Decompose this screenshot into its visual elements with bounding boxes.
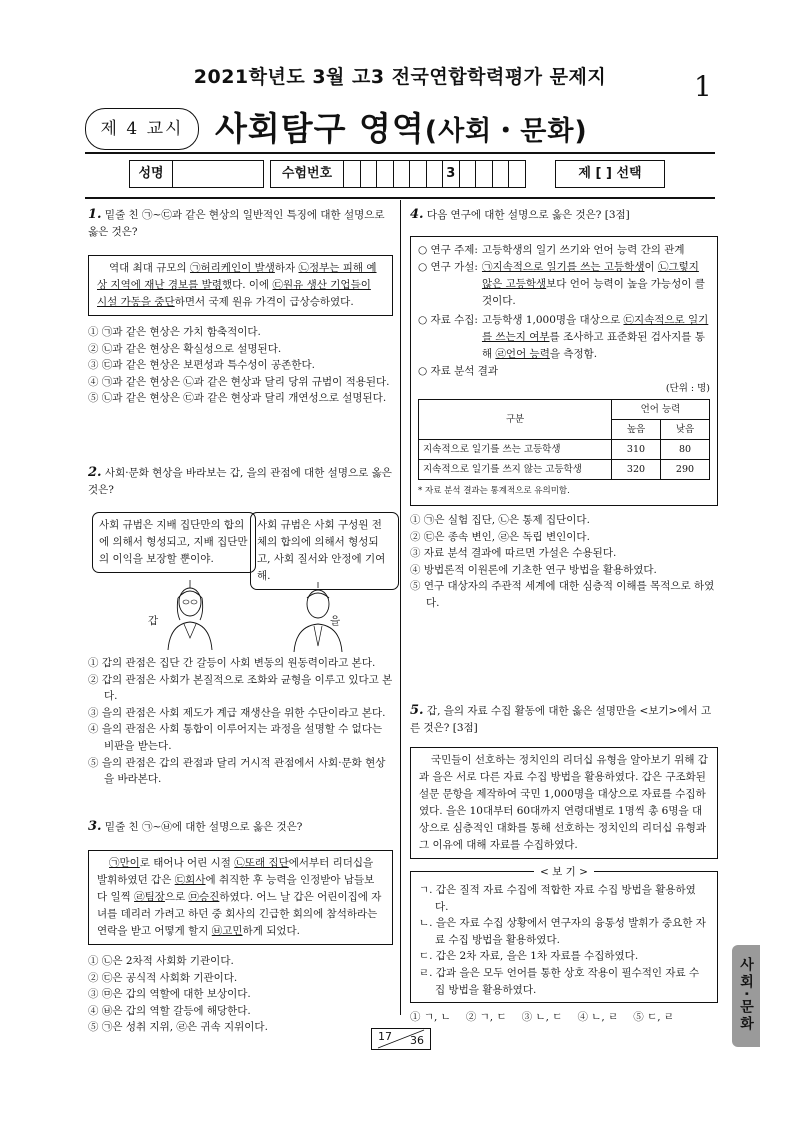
q2-stem-text: 사회·문화 현상을 바라보는 갑, 을의 관점에 대한 설명으로 옳은 것은? bbox=[88, 467, 392, 496]
q1-underline-3: ㉢원유 생산 기업들이 시설 가동을 중단 bbox=[97, 279, 371, 308]
q4-option-3[interactable]: ③ 자료 분석 결과에 따르면 가설은 수용된다. bbox=[410, 547, 617, 560]
bogi-item: ㄷ. 갑은 2차 자료, 을은 1차 자료를 수집하였다. bbox=[419, 950, 639, 963]
subject-side-tab bbox=[732, 945, 760, 1047]
q1-underline-2: ㉡정부는 피해 예상 지역에 재난 경보를 발령 bbox=[97, 262, 377, 291]
q1-options bbox=[88, 324, 393, 407]
q1-option-3[interactable]: ③ ㉢과 같은 현상은 보편성과 특수성이 공존한다. bbox=[88, 359, 315, 372]
name-field[interactable] bbox=[129, 160, 264, 188]
q3-stem bbox=[88, 818, 393, 836]
q3-options bbox=[88, 953, 393, 1036]
q2-option-5[interactable]: ⑤ 을의 관점은 갑의 관점과 달리 거시적 관점에서 사회·문화 현상을 바라본다. bbox=[88, 756, 386, 786]
q3-option-4[interactable]: ④ ㉥은 갑의 역할 갈등에 해당한다. bbox=[88, 1004, 251, 1017]
q2-options bbox=[88, 655, 393, 788]
q3-underline-1: ㉠만이 bbox=[109, 857, 140, 869]
q1-stem-text: 밑줄 친 ㉠~㉢과 같은 현상의 일반적인 특징에 대한 설명으로 옳은 것은? bbox=[88, 209, 385, 238]
q4-research-box bbox=[410, 236, 718, 506]
q3-underline-4: ㉣팀장 bbox=[134, 891, 165, 903]
q5-option-1[interactable]: ① ㄱ, ㄴ bbox=[410, 1011, 451, 1024]
subject-title bbox=[215, 103, 588, 150]
q4-options bbox=[410, 512, 718, 612]
q3-stem-text: 밑줄 친 ㉠~㉥에 대한 설명으로 옳은 것은? bbox=[104, 821, 303, 833]
q4-topic-label: ○ 연구 주제: bbox=[418, 244, 478, 256]
page-indicator bbox=[371, 1028, 431, 1050]
table-cell: 310 bbox=[612, 440, 661, 460]
bogi-title-wrap bbox=[411, 864, 717, 881]
q3-text: 에서부터 리더십을 발휘하였던 갑은 bbox=[97, 857, 374, 886]
q4-hypothesis bbox=[482, 259, 710, 310]
table-header-high: 높음 bbox=[612, 420, 661, 440]
header-bottom-rule bbox=[85, 197, 715, 199]
question-1 bbox=[88, 206, 393, 407]
subject-main: 사회탐구 영역 bbox=[215, 109, 425, 148]
q5-bogi-box bbox=[410, 866, 718, 1003]
table-header-low: 낮음 bbox=[661, 420, 710, 440]
q4-text: 보다 언어 능력이 높을 가능성이 클 것이다. bbox=[481, 278, 705, 307]
q2-number: 2. bbox=[88, 465, 102, 480]
q1-option-5[interactable]: ⑤ ㉡과 같은 현상은 ㉢과 같은 현상과 달리 개연성으로 설명된다. bbox=[88, 392, 387, 405]
bogi-item: ㄹ. 갑과 을은 모두 언어를 통한 상호 작용이 필수적인 자료 수집 방법을 활용하였다. bbox=[419, 966, 700, 996]
q4-text: 고등학생 1,000명을 대상으로 bbox=[481, 314, 624, 326]
exam-number-field[interactable] bbox=[270, 160, 526, 188]
q4-text: 이 bbox=[644, 261, 658, 273]
q4-option-1[interactable]: ① ㉠은 실험 집단, ㉡은 통제 집단이다. bbox=[410, 514, 590, 526]
q1-underline-1: ㉠허리케인이 발생 bbox=[190, 262, 275, 274]
page-current: 17 bbox=[378, 1030, 392, 1043]
selection-field[interactable]: 제 [ ] 선택 bbox=[555, 160, 665, 188]
q4-option-4[interactable]: ④ 방법론적 이원론에 기초한 연구 방법을 활용하였다. bbox=[410, 563, 657, 576]
page-number: 1 bbox=[694, 70, 712, 103]
id-cell[interactable] bbox=[394, 161, 411, 187]
q3-underline-5: ㉤승진 bbox=[188, 891, 220, 903]
q4-underline-1: ㉠지속적으로 일기를 쓰는 고등학생 bbox=[481, 261, 645, 273]
period-label: 제 4 교시 bbox=[85, 108, 199, 150]
q3-option-3[interactable]: ③ ㉤은 갑의 역할에 대한 보상이다. bbox=[88, 988, 251, 1001]
q3-number: 3. bbox=[88, 819, 102, 834]
q4-topic: 고등학생의 일기 쓰기와 언어 능력 간의 관계 bbox=[481, 244, 685, 256]
question-3 bbox=[88, 818, 393, 1036]
page-total: 36 bbox=[410, 1034, 424, 1047]
q4-analysis-label: ○ 자료 분석 결과 bbox=[418, 365, 499, 377]
q3-passage bbox=[88, 850, 393, 945]
q4-option-2[interactable]: ② ㉢은 종속 변인, ㉣은 독립 변인이다. bbox=[410, 530, 590, 543]
q4-stem bbox=[410, 206, 718, 224]
q2-option-2[interactable]: ② 갑의 관점은 사회가 본질적으로 조화와 균형을 이루고 있다고 본다. bbox=[88, 673, 393, 703]
q3-text: 하였다. 어느 날 갑은 어린이집에 자녀를 데리러 가려고 하던 중 회사의 긴급한 회의에 참석하라는 연락을 받고 어떻게 할지 bbox=[97, 891, 382, 937]
q4-note: * 자료 분석 결과는 통계적으로 유의미함. bbox=[418, 486, 570, 496]
q3-option-2[interactable]: ② ㉢은 공식적 사회화 기관이다. bbox=[88, 971, 238, 984]
question-2 bbox=[88, 464, 393, 499]
id-cell[interactable] bbox=[476, 161, 493, 187]
q3-text: 으로 bbox=[164, 891, 189, 903]
q1-stem bbox=[88, 206, 393, 241]
q4-unit: (단위 : 명) bbox=[665, 383, 710, 394]
q4-collection-row bbox=[418, 312, 710, 363]
q5-number: 5. bbox=[410, 703, 424, 718]
id-cell[interactable] bbox=[410, 161, 427, 187]
q1-text: 했다. 이에 bbox=[221, 279, 273, 291]
table-cell: 지속적으로 일기를 쓰는 고등학생 bbox=[419, 440, 612, 460]
q4-underline-3: ㉢지속적으로 일기를 쓰는지 여부 bbox=[481, 314, 709, 343]
id-cell[interactable] bbox=[509, 161, 525, 187]
table-cell: 지속적으로 일기를 쓰지 않는 고등학생 bbox=[419, 460, 612, 480]
q1-text: 하면서 국제 원유 가격이 급상승하였다. bbox=[174, 296, 354, 308]
person-gap-illustration bbox=[150, 580, 230, 650]
q5-stem-text: 갑, 을의 자료 수집 활동에 대한 옳은 설명만을 <보기>에서 고른 것은? [3점] bbox=[410, 705, 712, 734]
exam-title: 2021학년도 3월 고3 전국연합학력평가 문제지 bbox=[193, 66, 607, 88]
id-cell[interactable] bbox=[493, 161, 510, 187]
q5-option-3[interactable]: ③ ㄴ, ㄷ bbox=[521, 1011, 563, 1024]
q5-bogi-list bbox=[419, 882, 709, 998]
q4-number: 4. bbox=[410, 207, 424, 222]
id-cell-digit: 3 bbox=[443, 161, 460, 187]
q1-option-2[interactable]: ② ㉡과 같은 현상은 확실성으로 설명된다. bbox=[88, 342, 282, 355]
question-5 bbox=[410, 702, 718, 1026]
q3-text: 로 태어나 어린 시절 bbox=[139, 857, 235, 869]
table-cell: 290 bbox=[661, 460, 710, 480]
q1-option-1[interactable]: ① ㉠과 같은 현상은 가치 함축적이다. bbox=[88, 326, 261, 338]
q3-text: 하게 되었다. bbox=[242, 925, 300, 937]
id-cell[interactable] bbox=[361, 161, 378, 187]
q1-text: 역대 최대 규모의 bbox=[109, 262, 191, 274]
name-input[interactable] bbox=[173, 161, 263, 187]
q3-option-5[interactable]: ⑤ ㉠은 성취 지위, ㉣은 귀속 지위이다. bbox=[88, 1021, 268, 1034]
id-cell[interactable] bbox=[460, 161, 477, 187]
speech-bubble-gap: 사회 규범은 지배 집단만의 합의에 의해서 형성되고, 지배 집단만의 이익을 보장할 뿐이야. bbox=[92, 512, 256, 573]
speech-bubble-eul: 사회 규범은 사회 구성원 전체의 합의에 의해서 형성되고, 사회 질서와 안정에 기여해. bbox=[250, 512, 399, 590]
q2-option-1[interactable]: ① 갑의 관점은 집단 간 갈등이 사회 변동의 원동력이라고 본다. bbox=[88, 657, 376, 669]
q4-hypothesis-row bbox=[418, 259, 710, 310]
q5-option-4[interactable]: ④ ㄴ, ㄹ bbox=[577, 1011, 619, 1024]
q4-hypothesis-label: ○ 연구 가설: bbox=[418, 261, 478, 273]
id-cell[interactable] bbox=[427, 161, 444, 187]
q4-text: 를 조사하고 표준화된 검사지를 통해 bbox=[481, 331, 705, 360]
label-eul: 을 bbox=[330, 615, 341, 627]
q1-number: 1. bbox=[88, 207, 102, 222]
q3-text: 에 취직한 후 능력을 인정받아 남들보다 일찍 bbox=[97, 874, 375, 903]
bogi-title: < 보 기 > bbox=[534, 866, 594, 878]
q3-option-1[interactable]: ① ㉡은 2차적 사회화 기관이다. bbox=[88, 955, 234, 967]
table-cell: 320 bbox=[612, 460, 661, 480]
q4-option-5[interactable]: ⑤ 연구 대상자의 주관적 세계에 대한 심층적 이해를 목적으로 하였다. bbox=[410, 580, 715, 609]
subject-sub: (사회・문화) bbox=[424, 116, 588, 147]
column-divider bbox=[400, 200, 401, 1015]
table-cell: 80 bbox=[661, 440, 710, 460]
bogi-item: ㄴ. 을은 자료 수집 상황에서 연구자의 융통성 발휘가 중요한 자료 수집 방법을 활용하였다. bbox=[419, 917, 706, 946]
name-label: 성명 bbox=[130, 161, 173, 187]
table-header-group: 구분 bbox=[419, 400, 612, 440]
label-gap: 갑 bbox=[148, 615, 159, 627]
q3-underline-6: ㉥고민 bbox=[211, 925, 243, 937]
q5-option-5[interactable]: ⑤ ㄷ, ㄹ bbox=[633, 1011, 675, 1024]
bogi-item: ㄱ. 갑은 질적 자료 수집에 적합한 자료 수집 방법을 활용하였다. bbox=[419, 884, 696, 913]
q5-option-2[interactable]: ② ㄱ, ㄷ bbox=[465, 1011, 507, 1024]
q2-option-4[interactable]: ④ 을의 관점은 사회 통합이 이루어지는 과정을 설명할 수 없다는 비판을 받는다. bbox=[88, 723, 383, 752]
person-eul-illustration bbox=[278, 582, 358, 652]
q4-underline-4: ㉣언어 능력 bbox=[495, 348, 550, 360]
table-row bbox=[419, 440, 710, 460]
id-cell[interactable] bbox=[344, 161, 361, 187]
q4-text: 을 측정함. bbox=[549, 348, 598, 360]
q1-text: 하자 bbox=[274, 262, 299, 274]
q4-stem-text: 다음 연구에 대한 설명으로 옳은 것은? [3점] bbox=[426, 209, 630, 221]
side-tab-label: 사회·문화 bbox=[738, 957, 754, 1034]
q3-underline-2: ㉡또래 집단 bbox=[234, 857, 289, 869]
q2-stem bbox=[88, 464, 393, 499]
header-rule bbox=[85, 152, 715, 154]
q4-result-table bbox=[418, 399, 710, 480]
q5-choices bbox=[410, 1009, 718, 1026]
q1-option-4[interactable]: ④ ㉠과 같은 현상은 ㉡과 같은 현상과 달리 당위 규범이 적용된다. bbox=[88, 375, 390, 388]
q5-passage: 국민들이 선호하는 정치인의 리더십 유형을 알아보기 위해 갑과 을은 서로 다른 자료 수집 방법을 활용하였다. 갑은 구조화된 설문 문항을 제작하여 국민 1,000명을 대상으로 자료를 수집하였다. 을은 10대부터 60대까지 연령대별로 1명씩 총 6명을 대상으로 심층적인 대화를 통해 선호하는 정치인의 리더십 유형과 그 이유에 대해 자료를 수집하였다. bbox=[410, 747, 718, 859]
id-cell[interactable] bbox=[377, 161, 394, 187]
q2-option-3[interactable]: ③ 을의 관점은 사회 제도가 계급 재생산을 위한 수단이라고 본다. bbox=[88, 706, 386, 719]
q4-underline-2: ㉡그렇지 않은 고등학생 bbox=[481, 261, 699, 290]
question-4 bbox=[410, 206, 718, 612]
table-row bbox=[419, 460, 710, 480]
q1-passage bbox=[88, 255, 393, 316]
q4-topic-row bbox=[418, 242, 710, 259]
q3-underline-3: ㉢회사 bbox=[174, 874, 206, 886]
exam-number-label: 수험번호 bbox=[271, 161, 344, 187]
q4-collection-label: ○ 자료 수집: bbox=[418, 314, 478, 326]
table-header-main: 언어 능력 bbox=[612, 400, 710, 420]
q5-stem bbox=[410, 702, 718, 737]
q4-collection bbox=[482, 312, 710, 363]
